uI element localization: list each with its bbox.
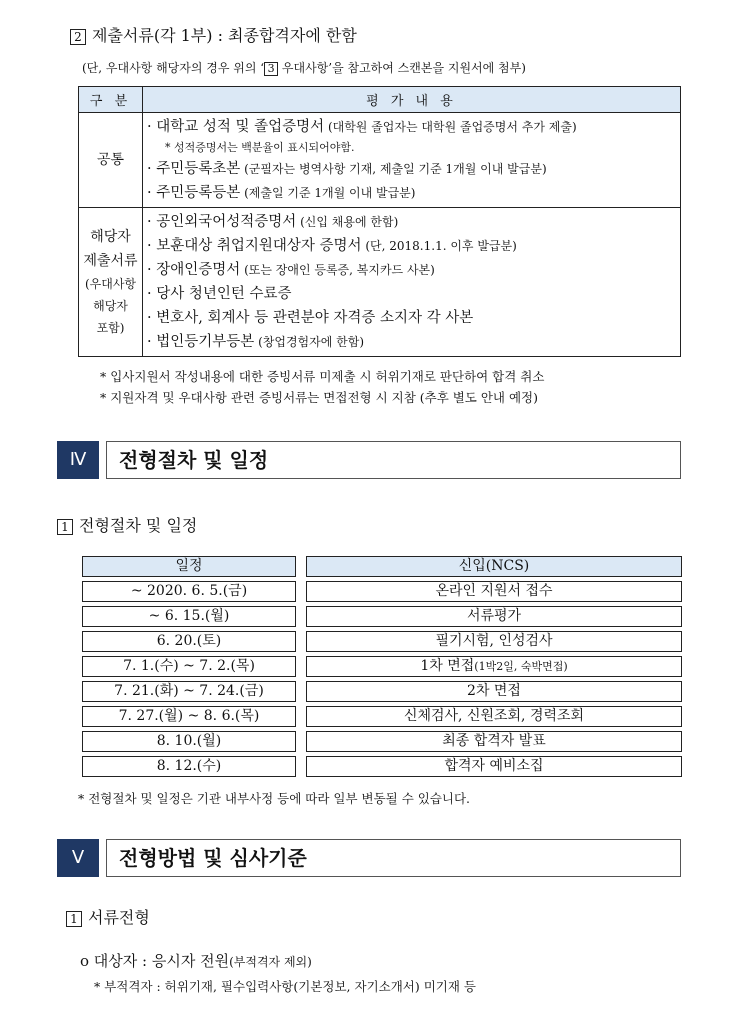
schedule-header-desc: 신입(NCS) [306, 556, 682, 577]
docs-heading [70, 26, 357, 46]
doc-item: · 변호사, 회계사 등 관련분야 자격증 소지자 각 사본 [147, 310, 474, 326]
common-label: 공통 [79, 113, 143, 208]
header-category: 구 분 [79, 87, 143, 113]
schedule-date: ~ 6. 15.(월) [82, 606, 296, 627]
screening-target [80, 950, 312, 971]
schedule-heading-number: 1 [57, 519, 73, 535]
doc-item: · 주민등록초본 (군필자는 병역사항 기재, 제출일 기준 1개월 이내 발급분) [147, 161, 547, 177]
section-5-banner [57, 839, 681, 877]
schedule-note: * 전형절차 및 일정은 기관 내부사정 등에 따라 일부 변동될 수 있습니다. [78, 791, 471, 806]
schedule-date: 7. 27.(월) ~ 8. 6.(목) [82, 706, 296, 727]
docs-note-suffix: 우대사항’을 참고하여 스캔본을 지원서에 첨부) [278, 61, 526, 75]
schedule-date: 8. 10.(월) [82, 731, 296, 752]
schedule-heading [57, 516, 197, 536]
docs-footnote-1: * 입사지원서 작성내용에 대한 증빙서류 미제출 시 허위기재로 판단하여 합격 취소 [100, 369, 545, 384]
schedule-row [82, 631, 682, 656]
schedule-table [82, 556, 682, 781]
schedule-row [82, 656, 682, 681]
common-row [79, 113, 681, 208]
doc-item: · 공인외국어성적증명서 (신입 채용에 한함) [147, 214, 399, 230]
docs-note-number: 3 [264, 62, 278, 76]
schedule-row [82, 581, 682, 606]
schedule-desc: 최종 합격자 발표 [306, 731, 682, 752]
schedule-header-date: 일정 [82, 556, 296, 577]
schedule-date: 8. 12.(수) [82, 756, 296, 777]
doc-item: · 법인등기부등본 (창업경험자에 한함) [147, 334, 365, 350]
doc-item: · 보훈대상 취업지원대상자 증명서 (단, 2018.1.1. 이후 발급분) [147, 238, 517, 254]
docs-note-prefix: (단, 우대사항 해당자의 경우 위의 ‘ [82, 61, 265, 75]
screening-heading-text: 서류전형 [88, 908, 150, 927]
schedule-desc: 필기시험, 인성검사 [306, 631, 682, 652]
schedule-desc: 1차 면접(1박2일, 숙박면접) [306, 656, 682, 677]
schedule-desc: 서류평가 [306, 606, 682, 627]
common-items [143, 113, 681, 208]
doc-subnote: * 성적증명서는 백분율이 표시되어야함. [165, 141, 355, 154]
screening-heading [66, 908, 150, 928]
screening-heading-number: 1 [66, 911, 82, 927]
schedule-desc: 신체검사, 신원조회, 경력조회 [306, 706, 682, 727]
doc-item: · 대학교 성적 및 졸업증명서 (대학원 졸업자는 대학원 졸업증명서 추가 제출) [147, 119, 577, 135]
docs-heading-number: 2 [70, 29, 86, 45]
section-5-number: Ⅴ [57, 839, 99, 877]
schedule-desc: 합격자 예비소집 [306, 756, 682, 777]
screening-target-small: (부적격자 제외) [229, 955, 312, 969]
schedule-row [82, 606, 682, 631]
section-4-banner [57, 441, 681, 479]
schedule-header [82, 556, 682, 581]
doc-item: · 장애인증명서 (또는 장애인 등록증, 복지카드 사본) [147, 262, 435, 278]
documents-table-header [79, 87, 681, 113]
docs-footnote-2: * 지원자격 및 우대사항 관련 증빙서류는 면접전형 시 지참 (추후 별도 안내 예정) [100, 390, 539, 405]
schedule-row [82, 756, 682, 781]
schedule-date: 6. 20.(토) [82, 631, 296, 652]
applicable-label: 해당자 제출서류 (우대사항 해당자 포함) [79, 208, 143, 357]
docs-heading-text: 제출서류(각 1부) : 최종합격자에 한함 [92, 26, 357, 45]
schedule-date: 7. 21.(화) ~ 7. 24.(금) [82, 681, 296, 702]
schedule-date: ~ 2020. 6. 5.(금) [82, 581, 296, 602]
schedule-date: 7. 1.(수) ~ 7. 2.(목) [82, 656, 296, 677]
schedule-desc: 온라인 지원서 접수 [306, 581, 682, 602]
schedule-heading-text: 전형절차 및 일정 [79, 516, 198, 535]
screening-target-main: o 대상자 : 응시자 전원 [80, 952, 230, 970]
applicable-items [143, 208, 681, 357]
docs-note [82, 60, 526, 76]
schedule-desc: 2차 면접 [306, 681, 682, 702]
schedule-row [82, 706, 682, 731]
section-4-number: Ⅳ [57, 441, 99, 479]
header-content: 평 가 내 용 [143, 87, 681, 113]
documents-table [78, 86, 681, 357]
screening-note: * 부적격자 : 허위기재, 필수입력사항(기본정보, 자기소개서) 미기재 등 [94, 979, 477, 994]
applicable-row [79, 208, 681, 357]
doc-item: · 주민등록등본 (제출일 기준 1개월 이내 발급분) [147, 185, 416, 201]
schedule-row [82, 681, 682, 706]
section-4-title: 전형절차 및 일정 [106, 441, 681, 479]
doc-item: · 당사 청년인턴 수료증 [147, 286, 292, 302]
schedule-row [82, 731, 682, 756]
section-5-title: 전형방법 및 심사기준 [106, 839, 681, 877]
